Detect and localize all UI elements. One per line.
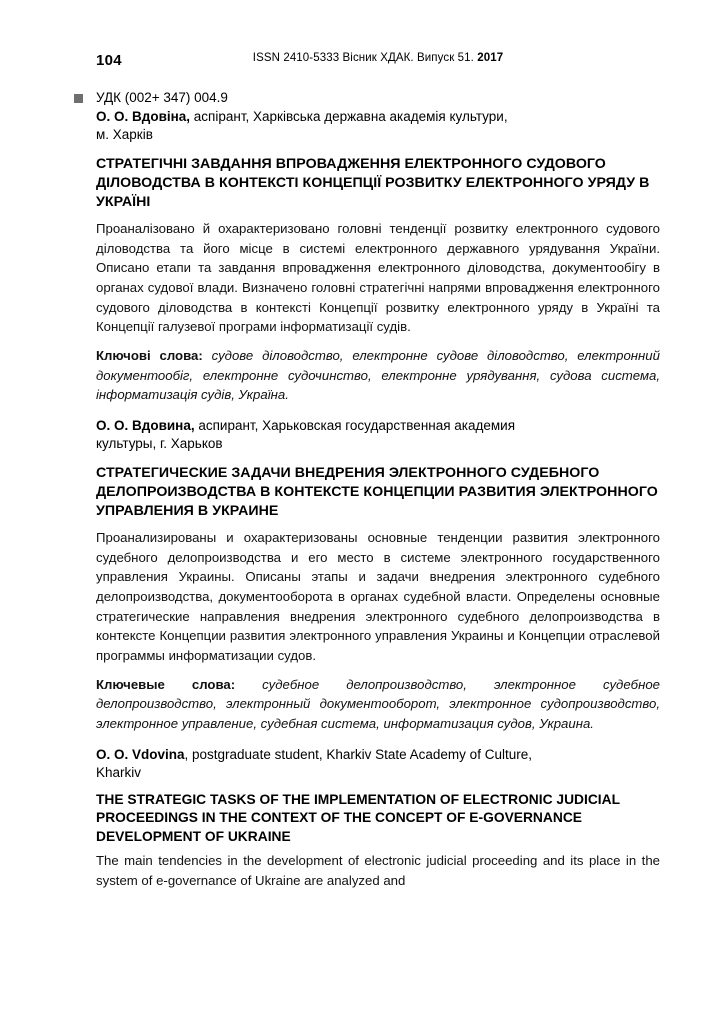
article-title-en: THE STRATEGIC TASKS OF THE IMPLEMENTATION OF ELECTRONIC JUDICIAL PROCEEDINGS IN THE CONTEXT OF THE CONCEPT OF E-GOVERNANCE DEVELOPMENT OF UKRAINE xyxy=(96,791,620,845)
article-block-en xyxy=(96,746,660,891)
author-name-en: O. O. Vdovina xyxy=(96,746,185,762)
author-name-ru: О. О. Вдовина, xyxy=(96,418,195,434)
square-bullet-icon xyxy=(74,94,83,103)
affiliation-city-en: Kharkiv xyxy=(96,764,142,780)
affiliation-ru: аспирант, Харьковская государственная академия xyxy=(194,418,516,434)
author-affiliation-ru xyxy=(96,417,660,453)
udc-row xyxy=(96,90,660,105)
keywords-label-ru: Ключевые слова: xyxy=(96,676,236,692)
journal-name: Вісник ХДАК. Випуск 51. xyxy=(342,52,474,64)
affiliation-uk: аспірант, Харківська державна академія культури, xyxy=(190,109,508,124)
abstract-uk: Проаналізовано й охарактеризовано головні тенденції розвитку електронного судового діловодства та його місце в системі електронного державного урядування України. Описано етапи та завдання впровадження електронного діловодства, документообігу в органах судової влади. Визначено головні стратегічні напрями впровадження електронного судового діловодства в контексті Концепції розвитку електронного уряду в Україні та Концепції галузевої програми інформатизації судів. xyxy=(96,221,660,335)
keywords-ru xyxy=(96,675,660,734)
author-affiliation-uk xyxy=(96,108,660,144)
article-block-uk xyxy=(96,108,660,405)
affiliation-city-uk: м. Харків xyxy=(96,126,153,142)
udc-code: УДК (002+ 347) 004.9 xyxy=(96,90,228,105)
running-head xyxy=(96,52,660,74)
author-affiliation-en xyxy=(96,746,660,782)
affiliation-en: , postgraduate student, Kharkiv State Academy of Culture, xyxy=(184,746,532,762)
journal-year: 2017 xyxy=(477,52,504,64)
page-number: 104 xyxy=(96,52,122,69)
keywords-label-uk: Ключові слова: xyxy=(96,348,203,364)
keywords-list-uk: судове діловодство, електронне судове діловодство, електронний документообіг, електронне судочинство, електронне урядування, судова система, інформатизація судів, Україна. xyxy=(96,348,660,403)
article-title-uk: СТРАТЕГІЧНІ ЗАВДАННЯ ВПРОВАДЖЕННЯ ЕЛЕКТРОННОГО СУДОВОГО ДІЛОВОДСТВА В КОНТЕКСТІ КОНЦЕПЦІЇ РОЗВИТКУ ЕЛЕКТРОННОГО УРЯДУ В УКРАЇНІ xyxy=(96,155,650,210)
abstract-en: The main tendencies in the development of electronic judicial proceeding and its place in the system of e-governance of Ukraine are analyzed and xyxy=(96,852,660,888)
keywords-uk xyxy=(96,346,660,405)
affiliation-city-ru: культуры, г. Харьков xyxy=(96,436,223,451)
article-title-ru: СТРАТЕГИЧЕСКИЕ ЗАДАЧИ ВНЕДРЕНИЯ ЭЛЕКТРОННОГО СУДЕБНОГО ДЕЛОПРОИЗВОДСТВА В КОНТЕКСТЕ КОНЦЕПЦИИ РАЗВИТИЯ ЭЛЕКТРОННОГО УПРАВЛЕНИЯ В УКРАИНЕ xyxy=(96,464,658,520)
issn-label: ISSN 2410-5333 xyxy=(252,52,340,64)
journal-running-title xyxy=(96,52,660,64)
author-name-uk: О. О. Вдовіна, xyxy=(96,109,191,124)
abstract-ru: Проанализированы и охарактеризованы основные тенденции развития электронного судебного делопроизводства и его место в системе электронного государственного управления Украины. Описаны этапы и задачи внедрения электронного судебного делопроизводства, документооборота в органах судебной власти. Определены основные стратегические направления внедрения электронного судебного делопроизводства в контексте Концепции развития электронного управления Украины и Концепции отраслевой программы информатизации судов. xyxy=(96,530,660,664)
keywords-list-ru: судебное делопроизводство, электронное судебное делопроизводство, электронный документооборот, электронное судопроизводство, электронное управление, судебная система, информатизация судов, Украина. xyxy=(96,676,660,732)
article-block-ru xyxy=(96,417,660,734)
